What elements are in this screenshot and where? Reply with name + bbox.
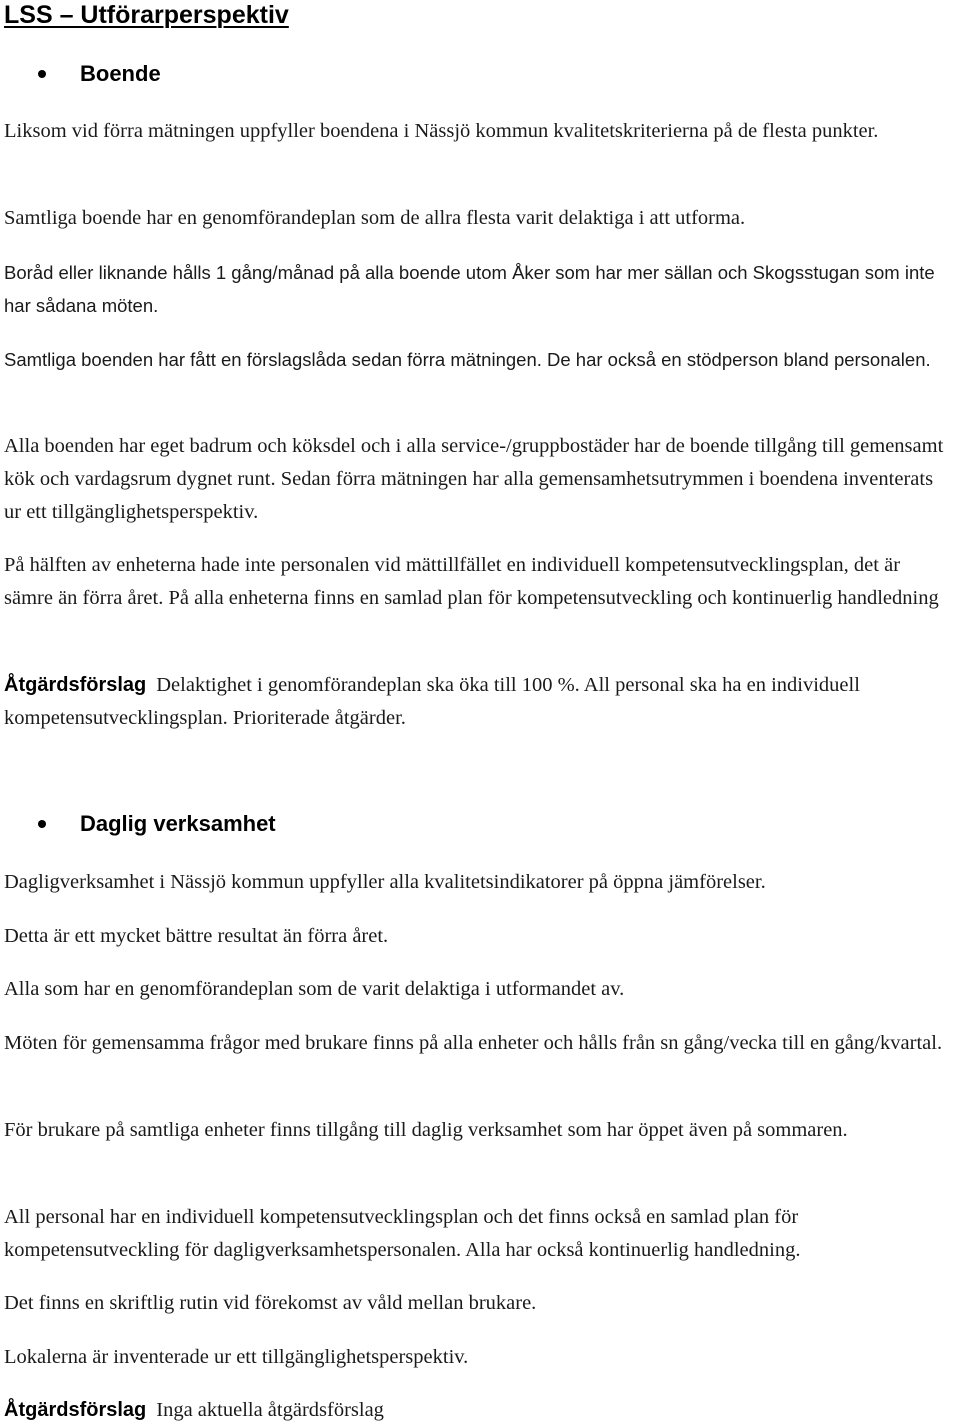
paragraph: Lokalerna är inventerade ur ett tillgänglighetsperspektiv. [4,1346,469,1368]
section-heading-text: Daglig verksamhet [80,811,276,836]
document-title: LSS – Utförarperspektiv [4,1,289,29]
paragraph: Möten för gemensamma frågor med brukare finns på alla enheter och hålls från sn gång/vecka till en gång/kvartal. [4,1032,943,1054]
paragraph: Liksom vid förra mätningen uppfyller boendena i Nässjö kommun kvalitetskriterierna på de flesta punkter. [4,120,879,142]
paragraph: All personal har en individuell kompetensutvecklingsplan och det finns också en samlad plan för kompetensutveckling för dagligverksamhetspersonalen. Alla har också kontinuerlig handledning. [4,1206,801,1261]
paragraph: Alla som har en genomförandeplan som de varit delaktiga i utformandet av. [4,978,625,1000]
paragraph: Samtliga boenden har fått en förslagslåda sedan förra mätningen. De har också en stödperson bland personalen. [4,349,931,370]
paragraph: På hälften av enheterna hade inte personalen vid mättillfället en individuell kompetensutvecklingsplan, det är sämre än förra året. På alla enheterna finns en samlad plan för kompetensutveckling och kontinuerlig handledning [4,554,939,609]
action-proposal [4,669,954,735]
action-label: Åtgärdsförslag [4,674,147,696]
paragraph: Samtliga boende har en genomförandeplan som de allra flesta varit delaktiga i att utforma. [4,207,746,229]
action-text: Delaktighet i genomförandeplan ska öka till 100 %. All personal ska ha en individuell kompetensutvecklingsplan. Prioriterade åtgärder. [4,674,860,729]
paragraph: Alla boenden har eget badrum och köksdel och i alla service-/gruppbostäder har de boende tillgång till gemensamt kök och vardagsrum dygnet runt. Sedan förra mätningen har alla gemensamhetsutrymmen i boendena inventerats ur ett tillgänglighetsperspektiv. [4,435,944,523]
action-label: Åtgärdsförslag [4,1399,147,1421]
paragraph: Dagligverksamhet i Nässjö kommun uppfyller alla kvalitetsindikatorer på öppna jämförelser. [4,871,766,893]
section-heading-daglig-verksamhet [38,809,276,839]
section-heading-text: Boende [80,61,161,86]
paragraph: Boråd eller liknande hålls 1 gång/månad på alla boende utom Åker som har mer sällan och Skogsstugan som inte har sådana möten. [4,262,935,316]
section-heading-boende [38,59,161,89]
action-proposal [4,1394,954,1427]
bullet-icon [38,70,46,78]
paragraph: Det finns en skriftlig rutin vid förekomst av våld mellan brukare. [4,1292,537,1314]
bullet-icon [38,820,46,828]
paragraph: För brukare på samtliga enheter finns tillgång till daglig verksamhet som har öppet även på sommaren. [4,1119,848,1141]
action-text: Inga aktuella åtgärdsförslag [156,1399,384,1421]
paragraph: Detta är ett mycket bättre resultat än förra året. [4,925,389,947]
